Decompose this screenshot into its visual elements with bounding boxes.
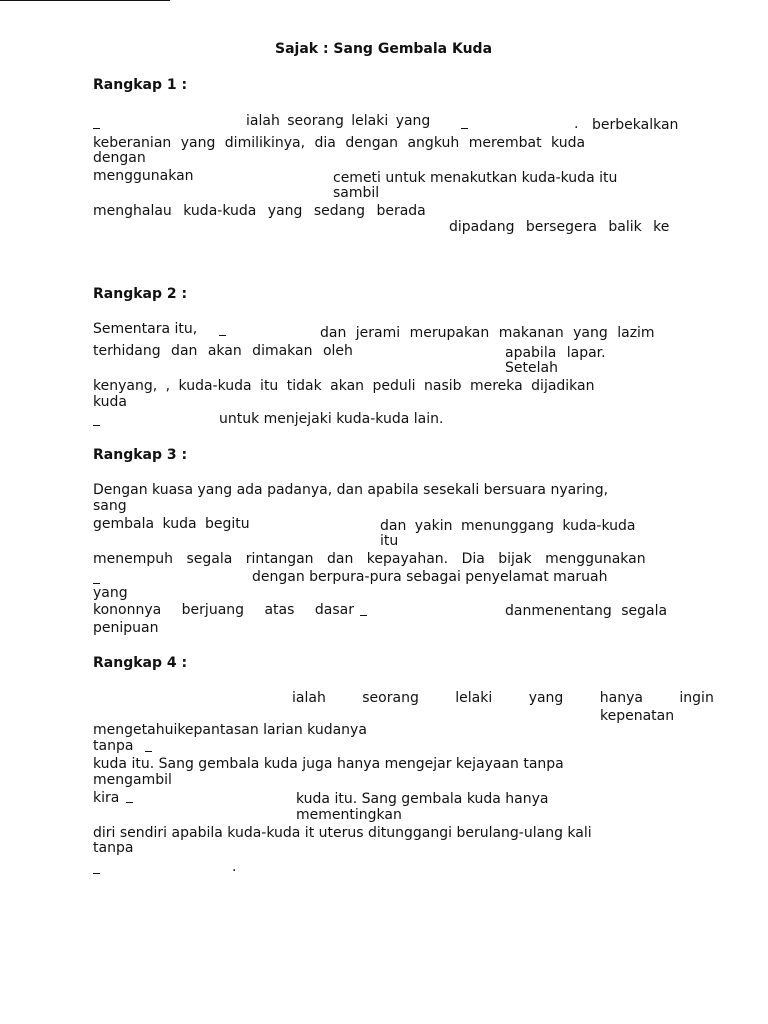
stanza-line: kuda — [93, 394, 128, 410]
stanza-line: tanpa — [93, 840, 134, 856]
stanza-line: ialah seorang lelaki yang — [246, 113, 431, 129]
stanza-line: kuda itu. Sang gembala kuda hanya — [296, 791, 549, 807]
blank-line — [126, 802, 133, 803]
stanza-line: menempuh segala rintangan dan kepayahan. Dia bijak menggunakan — [93, 551, 646, 567]
stanza-line: terhidang dan akan dimakan oleh — [93, 343, 353, 359]
stanza-line: Setelah — [505, 360, 558, 376]
stanza-line: . — [574, 116, 579, 132]
stanza-line: dengan — [93, 150, 146, 166]
stanza-line: kononnya berjuang atas dasar — [93, 602, 354, 618]
stanza-line: ialah seorang lelaki yang hanya ingin — [292, 690, 714, 706]
stanza-line: Sementara itu, — [93, 321, 198, 337]
blank-line — [145, 751, 152, 752]
stanza-line: mengambil — [93, 772, 172, 788]
stanza-line: keberanian yang dimilikinya, dia dengan angkuh merembat kuda — [93, 135, 586, 151]
stanza-line: dipadang bersegera balik ke — [449, 219, 670, 235]
stanza-heading: Rangkap 2 : — [93, 286, 188, 302]
stanza-heading: Rangkap 4 : — [93, 655, 188, 671]
blank-line — [219, 335, 226, 336]
stanza-line: dan yakin menunggang kuda-kuda — [380, 518, 636, 534]
stanza-line: gembala kuda begitu — [93, 516, 250, 532]
stanza-line: penipuan — [93, 620, 159, 636]
stanza-line: . — [232, 859, 237, 875]
stanza-line: diri sendiri apabila kuda-kuda it uterus ditunggangi berulang-ulang kali — [93, 825, 592, 841]
blank-line — [360, 615, 367, 616]
stanza-line: tanpa — [93, 738, 134, 754]
stanza-line: dan jerami merupakan makanan yang lazim — [320, 325, 655, 341]
stanza-line: menggunakan — [93, 168, 194, 184]
stanza-line: sambil — [333, 185, 380, 201]
stanza-heading: Rangkap 3 : — [93, 447, 188, 463]
stanza-heading: Rangkap 1 : — [93, 77, 188, 93]
blank-line — [461, 128, 468, 129]
stanza-line: kira — [93, 790, 120, 806]
stanza-line: mementingkan — [296, 807, 402, 823]
page-title: Sajak : Sang Gembala Kuda — [275, 41, 493, 57]
stanza-line: yang — [93, 585, 128, 601]
stanza-line: Dengan kuasa yang ada padanya, dan apabila sesekali bersuara nyaring, — [93, 482, 609, 498]
stanza-line: danmenentang segala — [505, 603, 668, 619]
blank-line — [93, 128, 100, 129]
blank-line — [93, 583, 100, 584]
stanza-line: sang — [93, 498, 127, 514]
stanza-line: kuda itu. Sang gembala kuda juga hanya mengejar kejayaan tanpa — [93, 756, 564, 772]
stanza-line: cemeti untuk menakutkan kuda-kuda itu — [333, 170, 618, 186]
stanza-line: kepenatan — [600, 708, 675, 724]
stanza-line: kenyang, , kuda-kuda itu tidak akan peduli nasib mereka dijadikan — [93, 378, 595, 394]
blank-line — [93, 425, 100, 426]
stanza-line: menghalau kuda-kuda yang sedang berada — [93, 203, 426, 219]
stanza-line: apabila lapar. — [505, 345, 606, 361]
stanza-line: dengan berpura-pura sebagai penyelamat maruah — [252, 569, 608, 585]
stanza-line: mengetahuikepantasan larian kudanya — [93, 722, 367, 738]
stanza-line: itu — [380, 533, 399, 549]
blank-line — [93, 873, 100, 874]
top-rule — [0, 0, 170, 1]
stanza-line: untuk menjejaki kuda-kuda lain. — [219, 411, 444, 427]
stanza-line: berbekalkan — [592, 117, 679, 133]
